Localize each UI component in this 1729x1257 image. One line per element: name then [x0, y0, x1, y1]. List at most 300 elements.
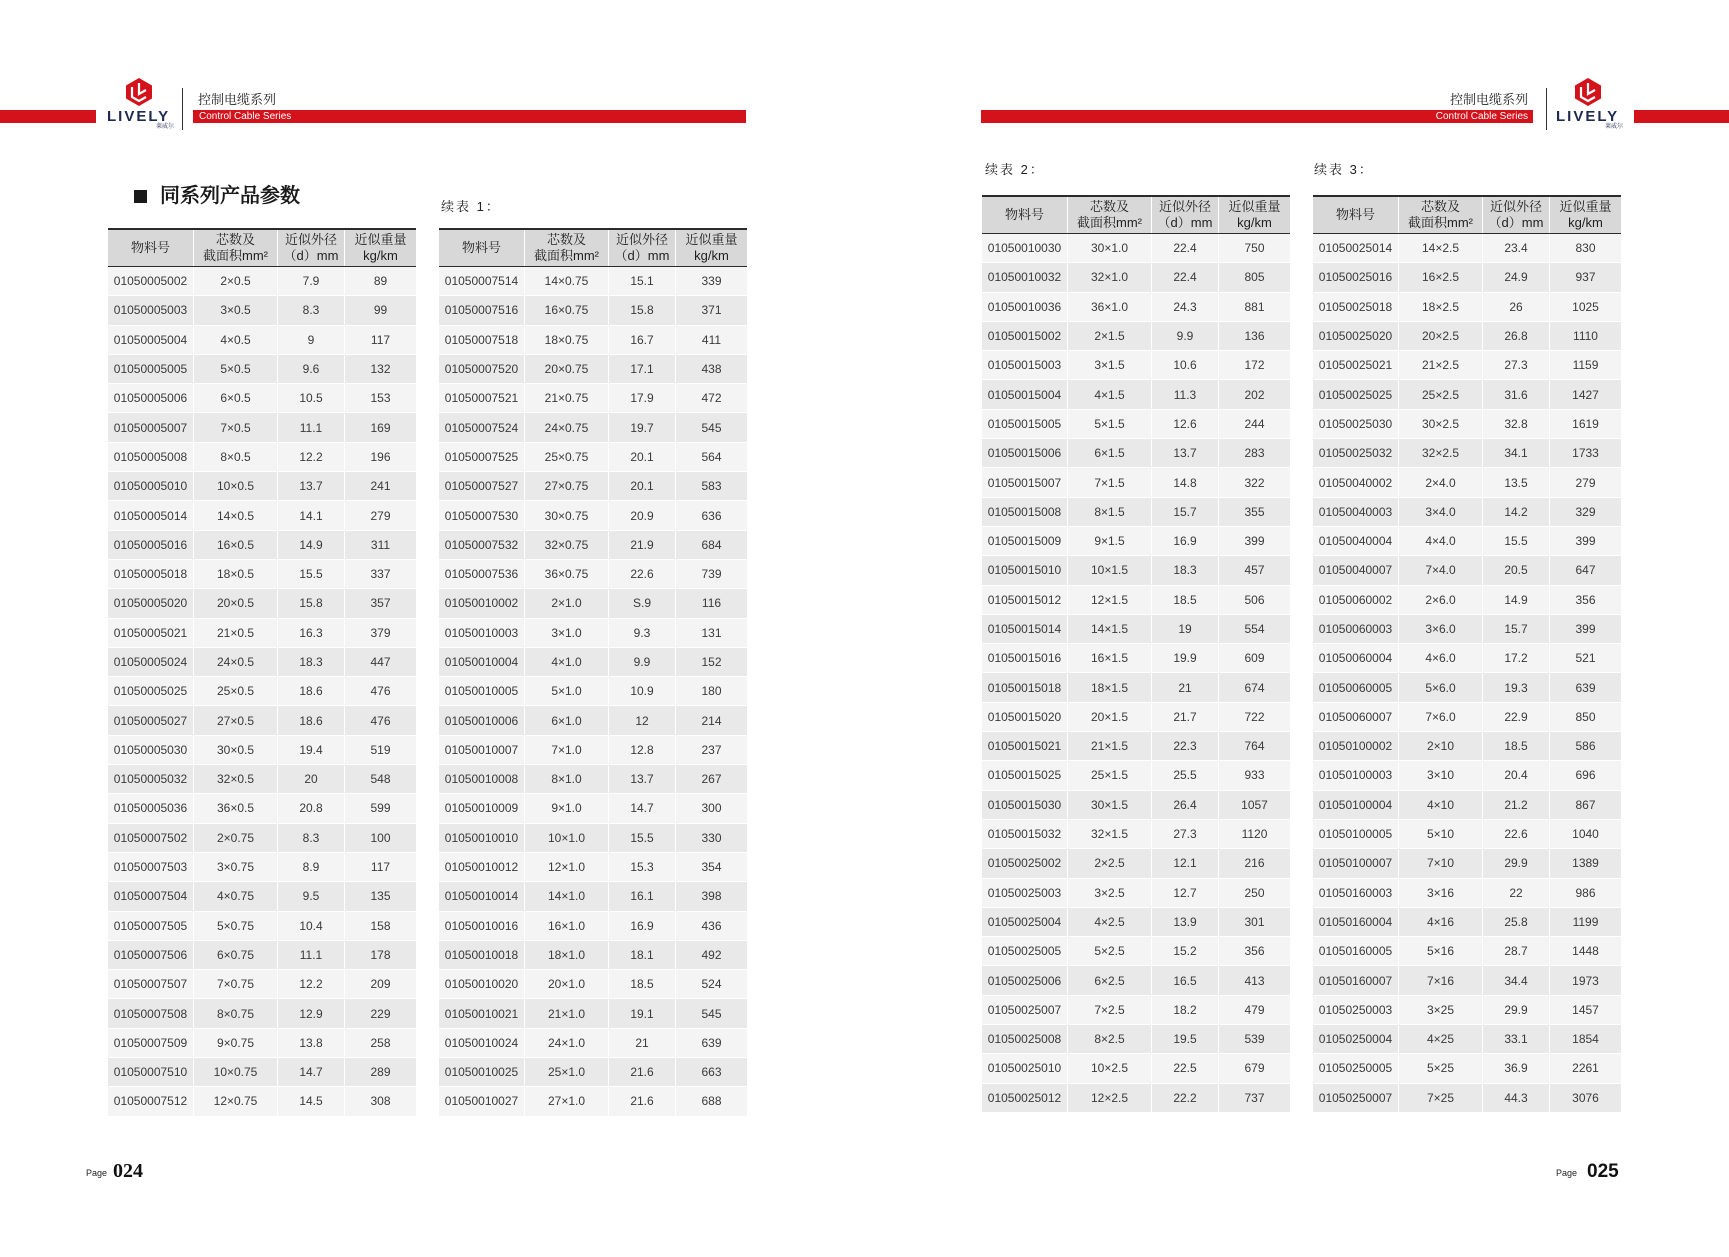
cell-part-number: 01050015021 — [982, 732, 1068, 760]
cell-part-number: 01050160007 — [1313, 966, 1399, 994]
cell-cores-section: 14×0.5 — [194, 501, 278, 529]
cell-weight: 830 — [1575, 241, 1596, 256]
header-divider — [1546, 88, 1547, 130]
cell-outer-diameter: 20 — [278, 765, 345, 793]
cell-outer-diameter: 15.2 — [1152, 937, 1219, 965]
cell-weight: 116 — [701, 596, 722, 611]
cell-outer-diameter: 19.7 — [609, 413, 676, 441]
cell-outer-diameter: 34.1 — [1483, 439, 1550, 467]
cell-weight: 371 — [701, 303, 722, 318]
table-row — [1313, 468, 1621, 497]
cell-weight: 216 — [1244, 856, 1265, 871]
cell-part-number: 01050025018 — [1313, 293, 1399, 321]
cell-outer-diameter: 18.5 — [1152, 586, 1219, 614]
cell-part-number: 01050010005 — [439, 677, 525, 705]
table-row — [439, 589, 747, 618]
table-row — [439, 677, 747, 706]
table-row — [108, 912, 416, 941]
cell-weight: 881 — [1244, 299, 1265, 314]
cell-part-number: 01050007530 — [439, 501, 525, 529]
cell-outer-diameter: 18.6 — [278, 706, 345, 734]
cell-weight: 609 — [1244, 651, 1265, 666]
table-row — [982, 439, 1290, 468]
cell-weight: 311 — [370, 537, 391, 552]
cell-weight: 357 — [370, 596, 391, 611]
header-label-line: 近似重量 — [685, 232, 738, 247]
cell-cores-section: 4×25 — [1399, 1025, 1483, 1053]
series-title-en: Control Cable Series — [199, 111, 292, 122]
cell-part-number: 01050060002 — [1313, 586, 1399, 614]
cell-part-number: 01050010025 — [439, 1058, 525, 1086]
cell-cores-section: 30×1.0 — [1068, 234, 1152, 262]
cell-part-number: 01050060007 — [1313, 703, 1399, 731]
cell-part-number: 01050007507 — [108, 970, 194, 998]
cell-weight: 330 — [701, 830, 722, 845]
header-label-line: （d）mm — [614, 248, 670, 263]
cell-outer-diameter: 14.8 — [1152, 468, 1219, 496]
cell-weight: 180 — [701, 684, 722, 699]
cell-part-number: 01050160005 — [1313, 937, 1399, 965]
cell-cores-section: 18×0.75 — [525, 326, 609, 354]
table-row — [982, 849, 1290, 878]
header-part-no — [439, 230, 525, 266]
cell-weight: 636 — [701, 508, 722, 523]
cell-outer-diameter: 19 — [1152, 615, 1219, 643]
cell-outer-diameter: 19.9 — [1152, 644, 1219, 672]
page-number: 025 — [1587, 1161, 1619, 1182]
cell-weight: 308 — [370, 1094, 391, 1109]
cell-part-number: 01050025030 — [1313, 410, 1399, 438]
cell-outer-diameter: 31.6 — [1483, 380, 1550, 408]
cell-cores-section: 7×25 — [1399, 1084, 1483, 1112]
table-row — [982, 996, 1290, 1025]
cell-outer-diameter: 22.3 — [1152, 732, 1219, 760]
cell-outer-diameter: 12.8 — [609, 736, 676, 764]
cell-weight: 674 — [1244, 680, 1265, 695]
cell-cores-section: 18×1.0 — [525, 941, 609, 969]
cell-weight: 438 — [701, 362, 722, 377]
cell-weight: 688 — [701, 1094, 722, 1109]
cell-part-number: 01050100002 — [1313, 732, 1399, 760]
cell-cores-section: 14×0.75 — [525, 267, 609, 295]
cell-outer-diameter: 10.5 — [278, 384, 345, 412]
table-header-row — [108, 228, 416, 267]
table-row — [108, 619, 416, 648]
table-row — [982, 879, 1290, 908]
table-row — [1313, 996, 1621, 1025]
cell-weight: 564 — [701, 449, 722, 464]
header-cores-section — [194, 230, 278, 266]
cell-part-number: 01050007520 — [439, 355, 525, 383]
cell-cores-section: 3×1.5 — [1068, 351, 1152, 379]
table-header-row — [982, 195, 1290, 234]
cell-cores-section: 21×2.5 — [1399, 351, 1483, 379]
table-row — [108, 501, 416, 530]
cell-outer-diameter: 18.3 — [1152, 556, 1219, 584]
cell-part-number: 01050025005 — [982, 937, 1068, 965]
cell-outer-diameter: 29.9 — [1483, 996, 1550, 1024]
cell-cores-section: 5×10 — [1399, 820, 1483, 848]
cell-outer-diameter: 28.7 — [1483, 937, 1550, 965]
cell-cores-section: 14×2.5 — [1399, 234, 1483, 262]
cell-cores-section: 9×1.0 — [525, 794, 609, 822]
table-row — [439, 912, 747, 941]
table-row — [439, 765, 747, 794]
cell-part-number: 01050010032 — [982, 263, 1068, 291]
cell-outer-diameter: 25.5 — [1152, 761, 1219, 789]
cell-cores-section: 5×16 — [1399, 937, 1483, 965]
cell-part-number: 01050010010 — [439, 824, 525, 852]
cell-outer-diameter: 15.3 — [609, 853, 676, 881]
cell-cores-section: 2×2.5 — [1068, 849, 1152, 877]
cell-weight: 937 — [1575, 270, 1596, 285]
cell-part-number: 01050010016 — [439, 912, 525, 940]
cell-weight: 986 — [1575, 885, 1596, 900]
cell-cores-section: 4×6.0 — [1399, 644, 1483, 672]
cell-weight: 355 — [1244, 504, 1265, 519]
cell-cores-section: 20×0.75 — [525, 355, 609, 383]
header-label-line: kg/km — [1568, 215, 1603, 230]
cell-cores-section: 24×0.5 — [194, 648, 278, 676]
cell-outer-diameter: 15.7 — [1483, 615, 1550, 643]
header-label-line: 物料号 — [1335, 207, 1375, 222]
cell-weight: 476 — [370, 684, 391, 699]
cell-outer-diameter: 14.9 — [278, 531, 345, 559]
table-caption-continued-2: 续表 2： — [985, 162, 1045, 177]
cell-part-number: 01050007518 — [439, 326, 525, 354]
cell-part-number: 01050007514 — [439, 267, 525, 295]
cell-outer-diameter: 18.2 — [1152, 996, 1219, 1024]
cell-outer-diameter: 13.7 — [278, 472, 345, 500]
cell-outer-diameter: 19.4 — [278, 736, 345, 764]
cell-part-number: 01050025014 — [1313, 234, 1399, 262]
header-weight — [676, 230, 747, 266]
cell-cores-section: 7×0.75 — [194, 970, 278, 998]
cell-cores-section: 20×1.5 — [1068, 703, 1152, 731]
cell-cores-section: 4×0.75 — [194, 882, 278, 910]
cell-outer-diameter: 12.2 — [278, 970, 345, 998]
cell-part-number: 01050005016 — [108, 531, 194, 559]
table-row — [982, 586, 1290, 615]
table-row — [1313, 1084, 1621, 1113]
table-row — [439, 882, 747, 911]
cell-outer-diameter: 21.7 — [1152, 703, 1219, 731]
table-row — [439, 999, 747, 1028]
cell-outer-diameter: 21 — [1152, 673, 1219, 701]
table-header-row — [1313, 195, 1621, 234]
cell-outer-diameter: 26.8 — [1483, 322, 1550, 350]
header-label-line: kg/km — [1237, 215, 1272, 230]
cell-part-number: 01050005006 — [108, 384, 194, 412]
cell-outer-diameter: 44.3 — [1483, 1084, 1550, 1112]
cell-outer-diameter: 20.9 — [609, 501, 676, 529]
cell-cores-section: 3×25 — [1399, 996, 1483, 1024]
cell-outer-diameter: 14.1 — [278, 501, 345, 529]
cell-part-number: 01050025025 — [1313, 380, 1399, 408]
cell-weight: 237 — [701, 742, 722, 757]
header-label-line: kg/km — [363, 248, 398, 263]
table-row — [982, 410, 1290, 439]
cell-outer-diameter: 13.7 — [1152, 439, 1219, 467]
cell-weight: 867 — [1575, 797, 1596, 812]
cell-weight: 158 — [370, 918, 391, 933]
cell-weight: 356 — [1244, 944, 1265, 959]
cell-part-number: 01050005004 — [108, 326, 194, 354]
table-row — [1313, 937, 1621, 966]
table-row — [439, 384, 747, 413]
cell-outer-diameter: 21.6 — [609, 1058, 676, 1086]
cell-part-number: 01050010012 — [439, 853, 525, 881]
cell-outer-diameter: 12.2 — [278, 443, 345, 471]
cell-weight: 89 — [373, 274, 388, 289]
header-label-line: 芯数及 — [215, 232, 255, 247]
cell-outer-diameter: 26.4 — [1152, 791, 1219, 819]
cell-cores-section: 3×0.5 — [194, 296, 278, 324]
cell-part-number: 01050010014 — [439, 882, 525, 910]
cell-part-number: 01050025006 — [982, 966, 1068, 994]
cell-weight: 1973 — [1572, 973, 1599, 988]
cell-weight: 196 — [370, 449, 391, 464]
cell-part-number: 01050005027 — [108, 706, 194, 734]
cell-weight: 399 — [1244, 534, 1265, 549]
cell-weight: 850 — [1575, 709, 1596, 724]
cell-cores-section: 16×2.5 — [1399, 263, 1483, 291]
cell-cores-section: 6×2.5 — [1068, 966, 1152, 994]
cell-weight: 1120 — [1241, 827, 1268, 842]
cell-part-number: 01050015007 — [982, 468, 1068, 496]
cell-outer-diameter: 12.1 — [1152, 849, 1219, 877]
header-label-line: 近似重量 — [354, 232, 407, 247]
cell-outer-diameter: 9.3 — [609, 619, 676, 647]
cell-part-number: 01050007506 — [108, 941, 194, 969]
cell-outer-diameter: 17.2 — [1483, 644, 1550, 672]
cell-weight: 339 — [701, 274, 722, 289]
table-row — [982, 1054, 1290, 1083]
table-row — [439, 619, 747, 648]
header-label-line: （d）mm — [1157, 215, 1213, 230]
cell-cores-section: 16×1.0 — [525, 912, 609, 940]
cell-outer-diameter: 10.6 — [1152, 351, 1219, 379]
cell-cores-section: 10×2.5 — [1068, 1054, 1152, 1082]
cell-cores-section: 4×0.5 — [194, 326, 278, 354]
cell-weight: 379 — [370, 625, 391, 640]
cell-part-number: 01050015012 — [982, 586, 1068, 614]
cell-part-number: 01050005025 — [108, 677, 194, 705]
cell-part-number: 01050025010 — [982, 1054, 1068, 1082]
cell-outer-diameter: 16.7 — [609, 326, 676, 354]
table-row — [108, 999, 416, 1028]
cell-outer-diameter: 17.1 — [609, 355, 676, 383]
table-row — [439, 853, 747, 882]
cell-part-number: 01050005014 — [108, 501, 194, 529]
cell-cores-section: 5×1.5 — [1068, 410, 1152, 438]
header-label-line: 近似外径 — [615, 232, 668, 247]
table-row — [108, 1058, 416, 1087]
cell-weight: 521 — [1575, 651, 1596, 666]
table-row — [982, 351, 1290, 380]
cell-part-number: 01050015004 — [982, 380, 1068, 408]
cell-part-number: 01050015005 — [982, 410, 1068, 438]
cell-cores-section: 4×1.0 — [525, 648, 609, 676]
header-label-line: 近似外径 — [1158, 199, 1211, 214]
cell-weight: 100 — [370, 830, 391, 845]
cell-cores-section: 30×1.5 — [1068, 791, 1152, 819]
cell-weight: 1733 — [1572, 446, 1599, 461]
table-row — [982, 293, 1290, 322]
table-row — [108, 267, 416, 296]
cell-weight: 1199 — [1572, 914, 1599, 929]
cell-outer-diameter: 8.9 — [278, 853, 345, 881]
table-row — [982, 761, 1290, 790]
cell-weight: 1854 — [1572, 1032, 1599, 1047]
table-row — [439, 824, 747, 853]
cell-cores-section: 20×1.0 — [525, 970, 609, 998]
table-row — [439, 648, 747, 677]
cell-cores-section: 27×1.0 — [525, 1087, 609, 1115]
cell-part-number: 01050010008 — [439, 765, 525, 793]
cell-outer-diameter: 24.3 — [1152, 293, 1219, 321]
cell-part-number: 01050015014 — [982, 615, 1068, 643]
cell-outer-diameter: 20.1 — [609, 443, 676, 471]
cell-cores-section: 12×1.5 — [1068, 586, 1152, 614]
cell-part-number: 01050007502 — [108, 824, 194, 852]
cell-cores-section: 7×0.5 — [194, 413, 278, 441]
cell-outer-diameter: 15.5 — [278, 560, 345, 588]
table-row — [1313, 1054, 1621, 1083]
table-row — [1313, 263, 1621, 292]
cell-outer-diameter: 22.4 — [1152, 234, 1219, 262]
table-row — [439, 970, 747, 999]
cell-part-number: 01050025016 — [1313, 263, 1399, 291]
cell-outer-diameter: 15.8 — [278, 589, 345, 617]
cell-outer-diameter: 11.1 — [278, 941, 345, 969]
cell-weight: 524 — [701, 977, 722, 992]
table-row — [1313, 966, 1621, 995]
cell-weight: 300 — [701, 801, 722, 816]
cell-part-number: 01050005010 — [108, 472, 194, 500]
table-row — [108, 296, 416, 325]
cell-part-number: 01050005003 — [108, 296, 194, 324]
table-row — [108, 589, 416, 618]
cell-weight: 99 — [373, 303, 388, 318]
cell-part-number: 01050005020 — [108, 589, 194, 617]
cell-part-number: 01050100007 — [1313, 849, 1399, 877]
cell-cores-section: 3×4.0 — [1399, 498, 1483, 526]
cell-part-number: 01050005021 — [108, 619, 194, 647]
cell-cores-section: 2×0.75 — [194, 824, 278, 852]
table-header-row — [439, 228, 747, 267]
cell-part-number: 01050250003 — [1313, 996, 1399, 1024]
table-row — [108, 882, 416, 911]
cell-outer-diameter: 9 — [278, 326, 345, 354]
cell-weight: 301 — [1244, 914, 1265, 929]
cell-part-number: 01050015008 — [982, 498, 1068, 526]
spec-table-continued-1 — [439, 228, 747, 1117]
cell-outer-diameter: 8.3 — [278, 296, 345, 324]
cell-cores-section: 8×2.5 — [1068, 1025, 1152, 1053]
cell-cores-section: 32×1.5 — [1068, 820, 1152, 848]
cell-part-number: 01050160003 — [1313, 879, 1399, 907]
cell-cores-section: 3×16 — [1399, 879, 1483, 907]
cell-weight: 722 — [1244, 709, 1265, 724]
header-label-line: 截面积mm² — [534, 248, 599, 263]
cell-part-number: 01050007521 — [439, 384, 525, 412]
cell-cores-section: 25×1.5 — [1068, 761, 1152, 789]
cell-cores-section: 10×1.0 — [525, 824, 609, 852]
cell-outer-diameter: 19.1 — [609, 999, 676, 1027]
cell-cores-section: 30×0.75 — [525, 501, 609, 529]
cell-weight: 131 — [701, 625, 722, 640]
cell-weight: 250 — [1244, 885, 1265, 900]
section-title: 同系列产品参数 — [160, 185, 300, 207]
cell-weight: 1025 — [1572, 299, 1599, 314]
cell-cores-section: 5×2.5 — [1068, 937, 1152, 965]
cell-outer-diameter: 33.1 — [1483, 1025, 1550, 1053]
table-row — [1313, 322, 1621, 351]
cell-cores-section: 21×1.5 — [1068, 732, 1152, 760]
table-row — [108, 765, 416, 794]
header-weight — [345, 230, 416, 266]
table-row — [439, 296, 747, 325]
cell-part-number: 01050025003 — [982, 879, 1068, 907]
cell-cores-section: 5×25 — [1399, 1054, 1483, 1082]
cell-weight: 663 — [701, 1065, 722, 1080]
cell-weight: 398 — [701, 889, 722, 904]
cell-outer-diameter: 13.7 — [609, 765, 676, 793]
header-label-line: 截面积mm² — [1408, 215, 1473, 230]
header-label-line: 近似重量 — [1228, 199, 1281, 214]
header-label-line: 近似外径 — [284, 232, 337, 247]
cell-weight: 1427 — [1572, 387, 1599, 402]
table-row — [1313, 732, 1621, 761]
cell-weight: 750 — [1244, 241, 1265, 256]
cell-cores-section: 14×1.0 — [525, 882, 609, 910]
cell-part-number: 01050015025 — [982, 761, 1068, 789]
cell-weight: 411 — [701, 332, 722, 347]
cell-weight: 209 — [370, 977, 391, 992]
cell-part-number: 01050250005 — [1313, 1054, 1399, 1082]
cell-weight: 1110 — [1573, 329, 1598, 344]
cell-part-number: 01050025021 — [1313, 351, 1399, 379]
table-row — [108, 443, 416, 472]
cell-cores-section: 18×1.5 — [1068, 673, 1152, 701]
cell-cores-section: 8×0.5 — [194, 443, 278, 471]
cell-cores-section: 7×1.0 — [525, 736, 609, 764]
cell-weight: 354 — [701, 860, 722, 875]
table-row — [1313, 410, 1621, 439]
cell-cores-section: 5×0.5 — [194, 355, 278, 383]
header-cores-section — [1068, 197, 1152, 233]
cell-part-number: 01050007512 — [108, 1087, 194, 1115]
table-row — [108, 326, 416, 355]
cell-cores-section: 3×0.75 — [194, 853, 278, 881]
cell-part-number: 01050025032 — [1313, 439, 1399, 467]
cell-part-number: 01050010027 — [439, 1087, 525, 1115]
header-label-line: 截面积mm² — [1077, 215, 1142, 230]
cell-cores-section: 7×4.0 — [1399, 556, 1483, 584]
logo-wordmark-cn: 莱威尔 — [155, 124, 174, 130]
cell-cores-section: 36×1.0 — [1068, 293, 1152, 321]
cell-outer-diameter: 11.1 — [278, 413, 345, 441]
cell-cores-section: 3×1.0 — [525, 619, 609, 647]
cell-part-number: 01050025007 — [982, 996, 1068, 1024]
cell-cores-section: 3×2.5 — [1068, 879, 1152, 907]
cell-outer-diameter: 12.7 — [1152, 879, 1219, 907]
header-outer-diameter — [1152, 197, 1219, 233]
cell-part-number: 01050015016 — [982, 644, 1068, 672]
cell-part-number: 01050100004 — [1313, 791, 1399, 819]
cell-cores-section: 16×0.75 — [525, 296, 609, 324]
